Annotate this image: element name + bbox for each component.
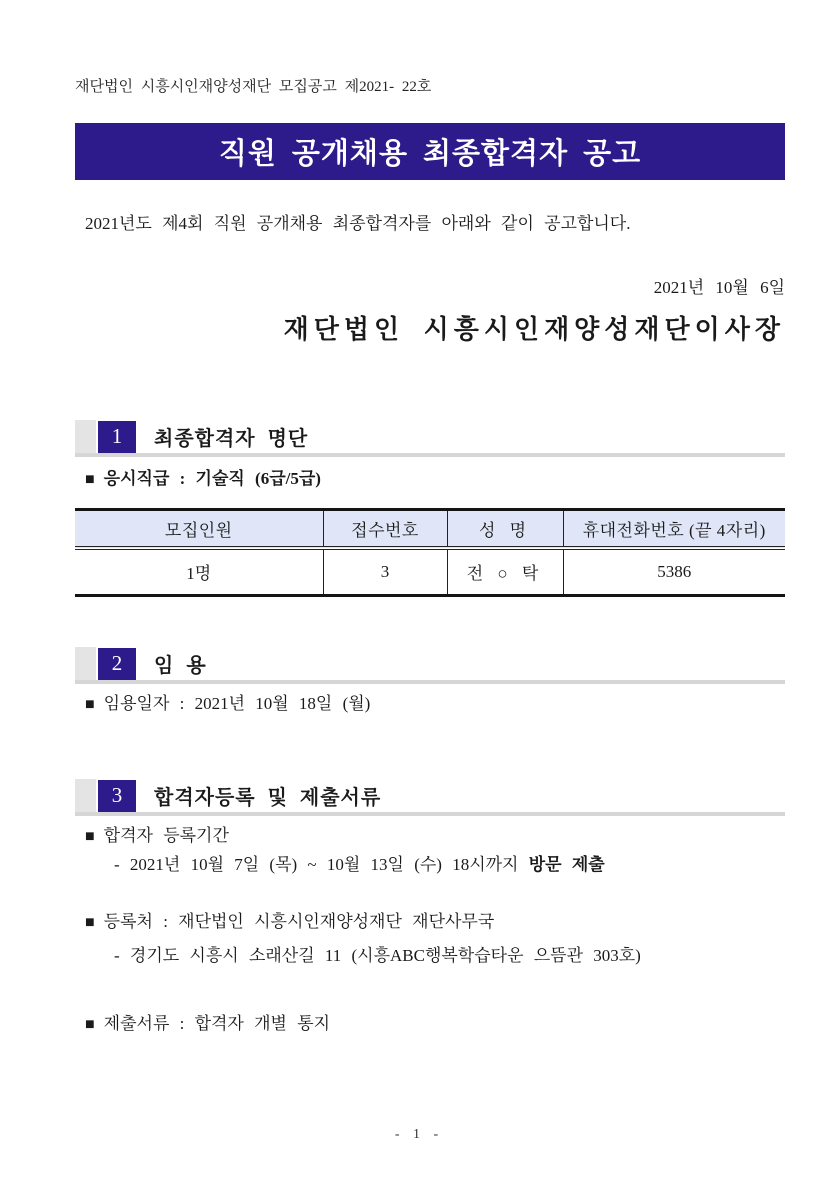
announcement-date: 2021년 10월 6일 [653,278,785,297]
page-title: 직원 공개채용 최종합격자 공고 [218,138,642,170]
section-number-badge: 3 [98,780,136,812]
section-title: 임 용 [154,655,207,677]
title-banner [75,123,785,180]
cell-recruit-count: 1명 [186,564,212,584]
col-header-phone-last4: 휴대전화번호 (끝 4자리) [563,510,785,548]
registration-period-detail-text: - 2021년 10월 7일 (목) ~ 10월 13일 (수) 18시까지 [114,855,529,874]
bullet-square-icon: ■ [85,471,95,488]
heading-left-strip [75,647,96,680]
bullet-square-icon: ■ [85,914,95,931]
col-header-application-number: 접수번호 [323,510,447,548]
appointment-date-line [75,692,785,717]
table-header-row [75,510,785,548]
section-title: 합격자등록 및 제출서류 [154,787,382,809]
section-title: 최종합격자 명단 [154,428,309,450]
table-row [75,548,785,596]
registration-place-text: 등록처 : 재단법인 시흥시인재양성재단 재단사무국 [103,912,495,931]
section-number-badge: 1 [98,421,136,453]
submission-documents-line [75,1012,785,1037]
bullet-square-icon: ■ [85,828,95,845]
registration-address-detail: - 경기도 시흥시 소래산길 11 (시흥ABC행복학습타운 으뜸관 303호) [114,946,641,965]
section-heading-registration-documents [75,779,785,816]
applied-position-line [75,467,785,492]
issuer-signature: 재단법인 시흥시인재양성재단이사장 [283,315,785,344]
section-heading-final-pass-list [75,420,785,457]
bullet-square-icon: ■ [85,1016,95,1033]
registration-period-line [75,824,785,849]
submission-documents-text: 제출서류 : 합격자 개별 통지 [103,1014,331,1033]
appointment-date-text: 임용일자 : 2021년 10월 18일 (월) [103,694,371,713]
col-header-name: 성 명 [447,510,563,548]
document-number-line: 재단법인 시흥시인재양성재단 모집공고 제2021- 22호 [75,79,432,95]
registration-period-label: 합격자 등록기간 [103,826,229,845]
visit-submission-emphasis: 방문 제출 [528,855,605,874]
section-number-badge: 2 [98,648,136,680]
final-pass-table [75,508,785,597]
heading-left-strip [75,779,96,812]
bullet-square-icon: ■ [85,696,95,713]
intro-paragraph: 2021년도 제4회 직원 공개채용 최종합격자를 아래와 같이 공고합니다. [85,214,631,233]
registration-period-detail [75,853,785,877]
cell-phone-last4: 5386 [563,548,785,596]
registration-place-line [75,910,785,935]
cell-name: 전 ○ 탁 [447,548,563,596]
col-header-recruit-count: 모집인원 [75,510,323,548]
heading-left-strip [75,420,96,453]
applied-position-text: 응시직급 : 기술직 (6급/5급) [103,469,321,488]
cell-application-number: 3 [323,548,447,596]
section-heading-appointment [75,647,785,684]
page-number: - 1 - [394,1127,441,1142]
